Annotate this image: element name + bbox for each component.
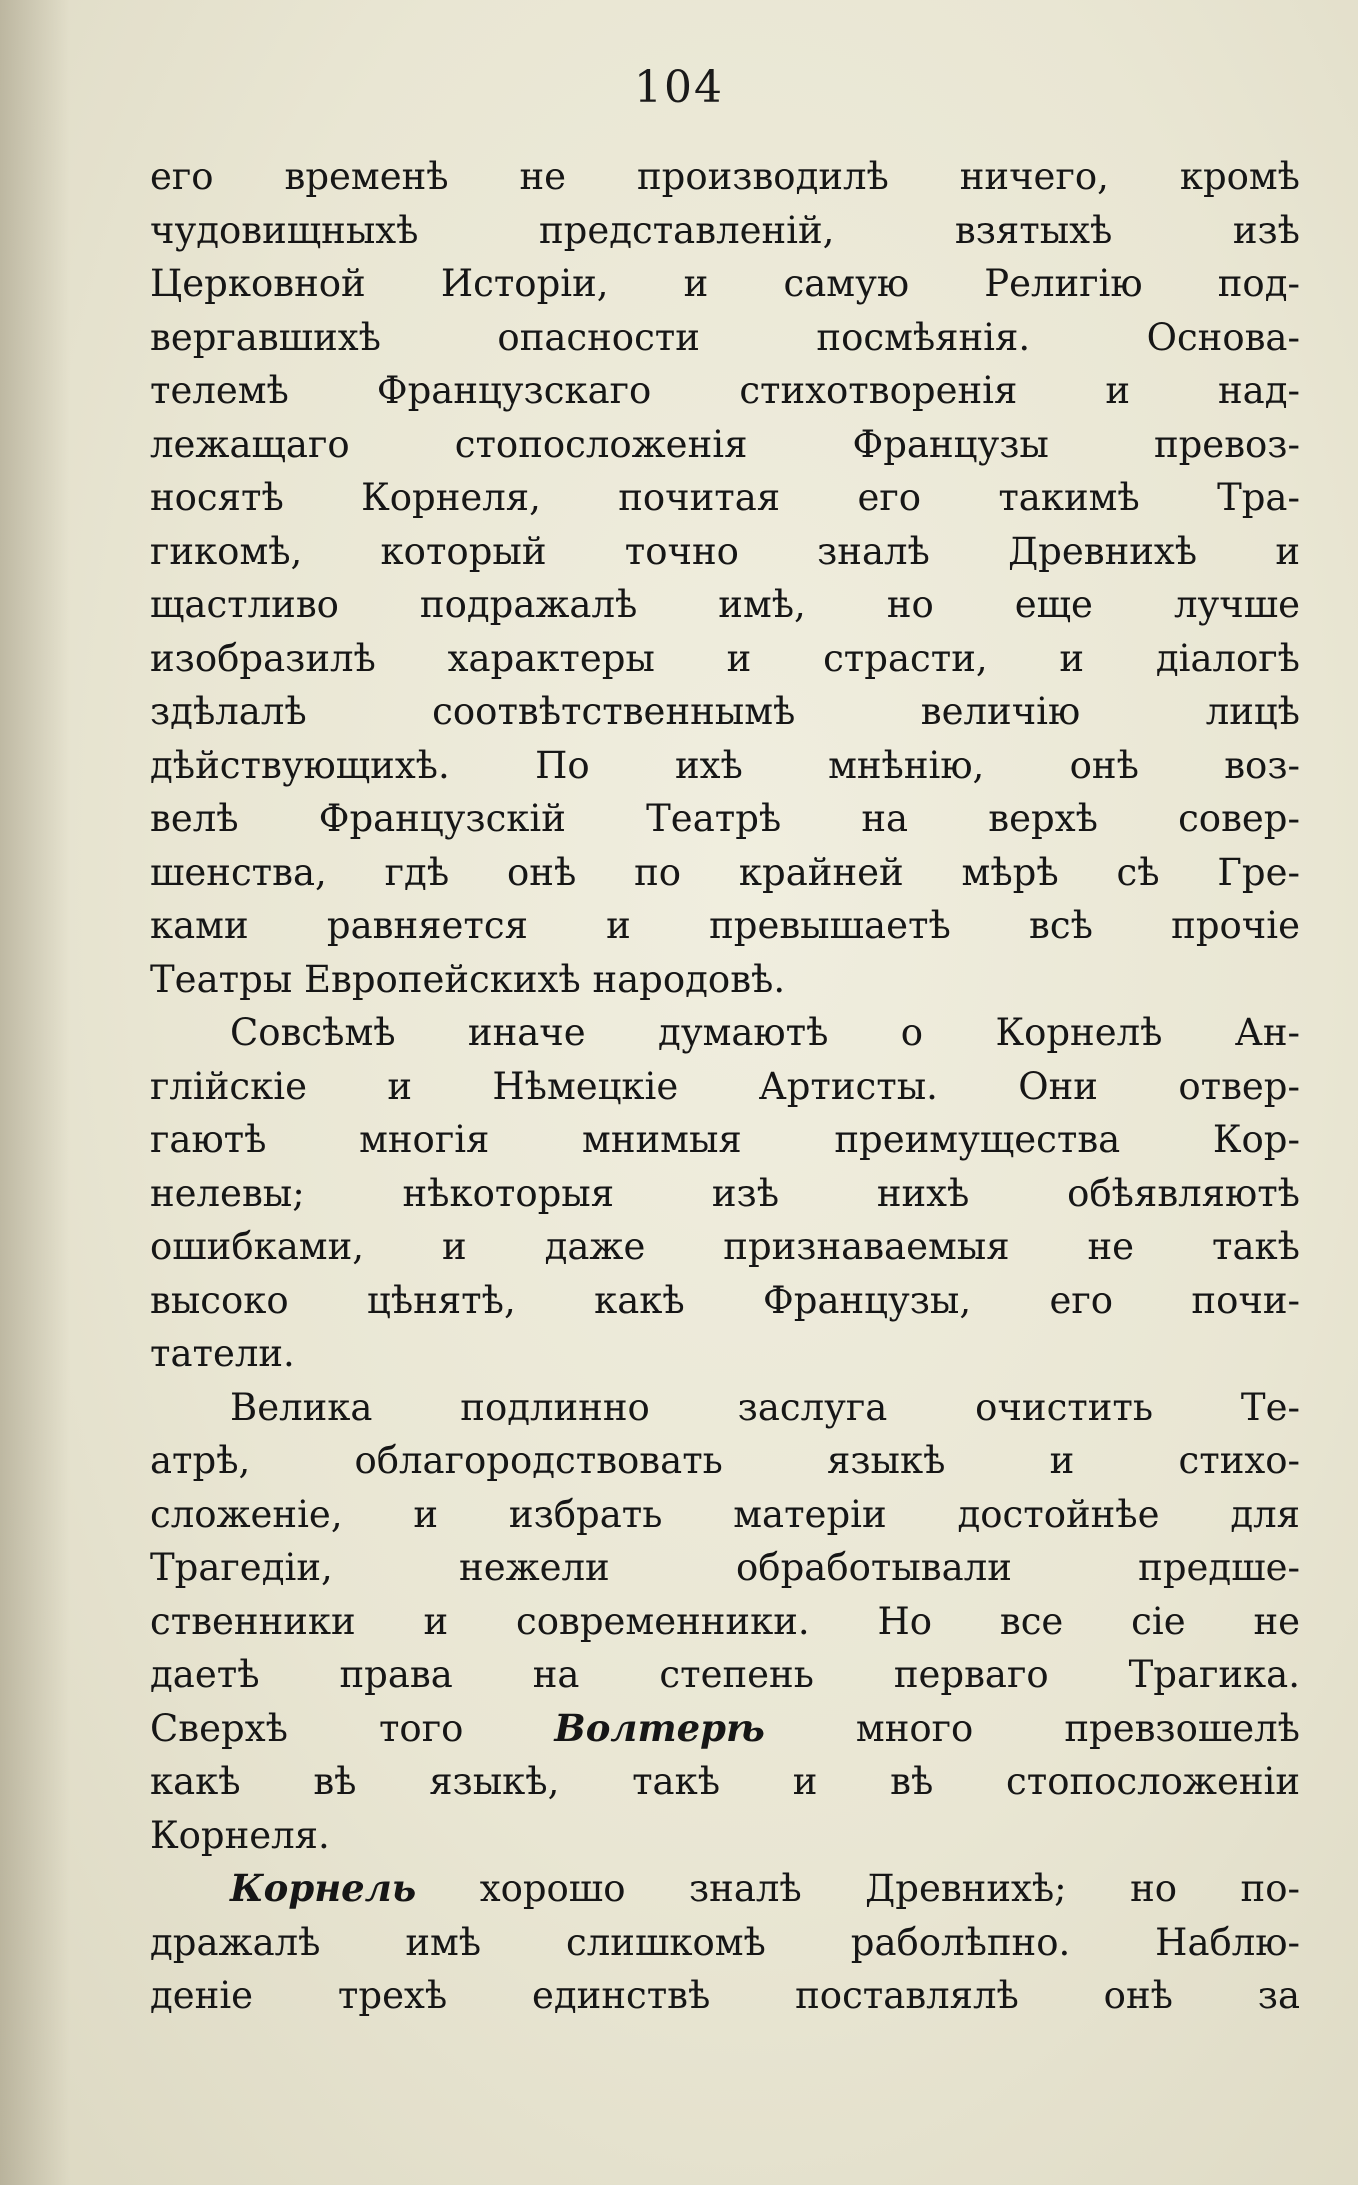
text-line: лежащаго стопосложенія Французы превоз- xyxy=(150,422,1300,466)
text-line: изобразилѣ характеры и страсти, и діалогѣ xyxy=(150,636,1300,680)
text-line: какѣ вѣ языкѣ, такѣ и вѣ стопосложеніи xyxy=(150,1760,1300,1803)
paragraph-3 xyxy=(150,1381,1300,1863)
italic-name: Корнель xyxy=(230,1866,417,1910)
paragraph-2 xyxy=(150,1006,1300,1381)
text-line: велѣ Французскій Театрѣ на верхѣ совер- xyxy=(150,797,1300,840)
text-line: высоко цѣнятѣ, какѣ Французы, его почи- xyxy=(150,1278,1300,1322)
text-line: ками равняется и превышаетѣ всѣ прочіе xyxy=(150,904,1300,947)
text-line: щастливо подражалѣ имѣ, но еще лучше xyxy=(150,583,1300,626)
text-line: ственники и современники. Но все сіе не xyxy=(150,1599,1300,1643)
text-line: Церковной Исторіи, и самую Религію под- xyxy=(150,262,1300,305)
text-line: телемѣ Французскаго стихотворенія и над- xyxy=(150,369,1300,412)
text-line: ошибками, и даже признаваемыя не такѣ xyxy=(150,1225,1300,1268)
text-line: даетѣ права на степень перваго Трагика. xyxy=(150,1653,1300,1696)
text-line: его временѣ не производилѣ ничего, кромѣ xyxy=(150,155,1300,198)
text-line: здѣлалѣ соотвѣтственнымѣ величію лицѣ xyxy=(150,690,1300,733)
paragraph-4 xyxy=(150,1862,1300,2023)
text-line: чудовищныхѣ представленій, взятыхѣ изѣ xyxy=(150,208,1300,252)
text-line-with-italic: Сверхѣ того Волтерѣ много превзошелѣ xyxy=(150,1705,1300,1750)
text-line: татели. xyxy=(150,1332,295,1375)
text-line-with-italic: Корнель хорошо зналѣ Древнихѣ; но по- xyxy=(230,1866,1300,1910)
paragraph-1 xyxy=(150,150,1300,1006)
text-line: атрѣ, облагородствовать языкѣ и стихо- xyxy=(150,1439,1300,1482)
text-line: Велика подлинно заслуга очистить Те- xyxy=(230,1385,1300,1429)
text-line: гикомѣ, который точно зналѣ Древнихѣ и xyxy=(150,529,1300,573)
text-line: Театры Европейскихѣ народовѣ. xyxy=(150,957,786,1001)
text-line: вергавшихѣ опасности посмѣянія. Основа- xyxy=(150,315,1300,359)
text-line: дѣйствующихѣ. По ихѣ мнѣнію, онѣ воз- xyxy=(150,743,1300,787)
text-line: глійскіе и Нѣмецкіе Артисты. Они отвер- xyxy=(150,1064,1300,1108)
page-gutter-shadow xyxy=(0,0,70,2185)
text-line: дражалѣ имѣ слишкомѣ раболѣпно. Наблю- xyxy=(150,1920,1300,1964)
text-line: гаютѣ многія мнимыя преимущества Кор- xyxy=(150,1118,1300,1161)
text-line: Трагедіи, нежели обработывали предше- xyxy=(150,1546,1300,1589)
text-line: деніе трехѣ единствѣ поставлялѣ онѣ за xyxy=(150,1974,1300,2017)
page-number: 104 xyxy=(634,62,724,113)
text-line: носятѣ Корнеля, почитая его такимѣ Тра- xyxy=(150,476,1300,519)
text-line: сложеніе, и избрать матеріи достойнѣе для xyxy=(150,1492,1300,1536)
text-line: шенства, гдѣ онѣ по крайней мѣрѣ сѣ Гре- xyxy=(150,850,1300,894)
italic-name: Волтерѣ xyxy=(554,1705,765,1750)
text-line: Совсѣмѣ иначе думаютѣ о Корнелѣ Ан- xyxy=(230,1011,1300,1054)
text-line: Корнеля. xyxy=(150,1813,330,1857)
body-text xyxy=(150,150,1300,2023)
text-line: нелевы; нѣкоторыя изѣ нихѣ обѣявляютѣ xyxy=(150,1171,1300,1215)
